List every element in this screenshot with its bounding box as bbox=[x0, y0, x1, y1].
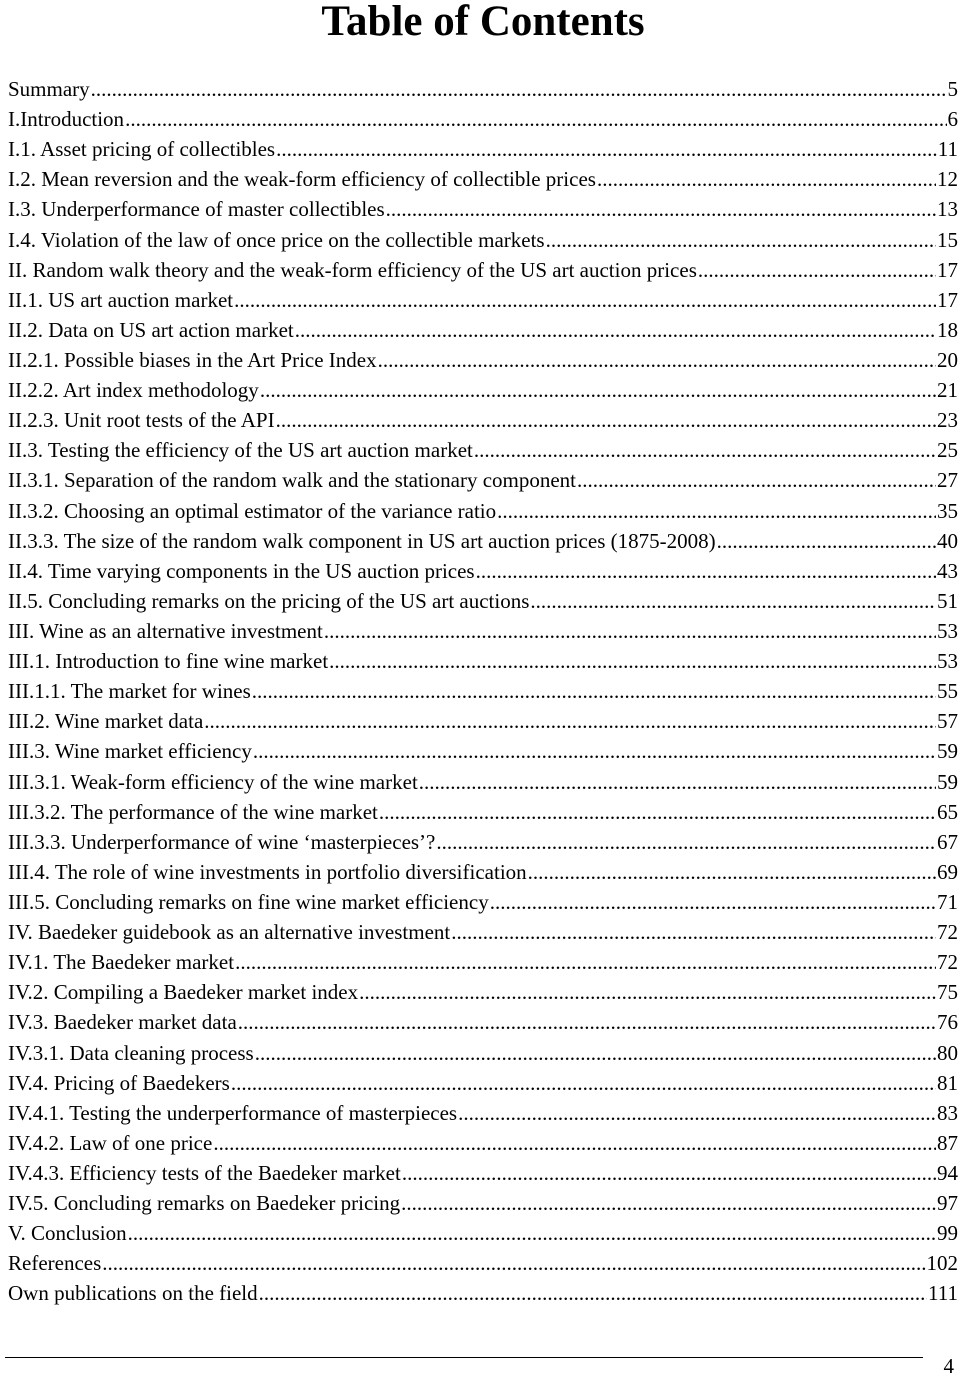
toc-entry-title: IV. Baedeker guidebook as an alternative investment bbox=[8, 920, 451, 945]
toc-entry[interactable] bbox=[8, 345, 958, 375]
toc-entry[interactable] bbox=[8, 1188, 958, 1218]
toc-entry-title: I.2. Mean reversion and the weak-form efficiency of collectible prices bbox=[8, 167, 596, 192]
toc-entry[interactable] bbox=[8, 556, 958, 586]
toc-dot-leader bbox=[577, 465, 936, 495]
toc-dot-leader bbox=[378, 345, 936, 375]
toc-entry-page-number: 23 bbox=[937, 408, 958, 433]
toc-dot-leader bbox=[402, 1158, 936, 1188]
toc-entry[interactable] bbox=[8, 315, 958, 345]
toc-entry-title: II.2.3. Unit root tests of the API bbox=[8, 408, 275, 433]
toc-entry-page-number: 12 bbox=[937, 167, 958, 192]
toc-entry[interactable] bbox=[8, 1218, 958, 1248]
toc-dot-leader bbox=[698, 255, 936, 285]
toc-entry-page-number: 43 bbox=[937, 558, 958, 583]
toc-dot-leader bbox=[260, 375, 936, 405]
toc-entry-title: Own publications on the field bbox=[8, 1281, 258, 1306]
toc-dot-leader bbox=[474, 435, 936, 465]
toc-dot-leader bbox=[253, 736, 936, 766]
toc-dot-leader bbox=[497, 496, 936, 526]
page-number: 4 bbox=[943, 1354, 954, 1378]
toc-entry[interactable] bbox=[8, 736, 958, 766]
toc-dot-leader bbox=[476, 556, 936, 586]
toc-dot-leader bbox=[451, 917, 936, 947]
toc-entry-page-number: 94 bbox=[937, 1160, 958, 1185]
toc-entry-title: III.3.3. Underperformance of wine ‘masterpieces’? bbox=[8, 829, 436, 854]
toc-entry-page-number: 6 bbox=[947, 107, 958, 132]
toc-entry-page-number: 18 bbox=[937, 317, 958, 342]
toc-entry[interactable] bbox=[8, 767, 958, 797]
toc-entry[interactable] bbox=[8, 1098, 958, 1128]
toc-entry-page-number: 53 bbox=[937, 649, 958, 674]
toc-entry[interactable] bbox=[8, 74, 958, 104]
toc-entry-title: III.2. Wine market data bbox=[8, 709, 204, 734]
toc-entry-title: III.1. Introduction to fine wine market bbox=[8, 649, 329, 674]
toc-dot-leader bbox=[419, 767, 936, 797]
toc-dot-leader bbox=[213, 1128, 936, 1158]
toc-entry-page-number: 102 bbox=[926, 1251, 958, 1276]
toc-entry[interactable] bbox=[8, 977, 958, 1007]
toc-entry-page-number: 76 bbox=[937, 1010, 958, 1035]
toc-entry-page-number: 55 bbox=[937, 679, 958, 704]
toc-entry-title: IV.3.1. Data cleaning process bbox=[8, 1040, 254, 1065]
toc-entry[interactable] bbox=[8, 797, 958, 827]
toc-entry-page-number: 65 bbox=[937, 799, 958, 824]
toc-entry[interactable] bbox=[8, 616, 958, 646]
toc-entry-title: II.2. Data on US art action market bbox=[8, 317, 294, 342]
toc-entry[interactable] bbox=[8, 1248, 958, 1278]
toc-entry[interactable] bbox=[8, 947, 958, 977]
toc-entry[interactable] bbox=[8, 194, 958, 224]
toc-entry-title: IV.5. Concluding remarks on Baedeker pricing bbox=[8, 1191, 401, 1216]
toc-dot-leader bbox=[276, 134, 937, 164]
toc-entry-page-number: 40 bbox=[937, 528, 958, 553]
toc-entry-page-number: 51 bbox=[937, 588, 958, 613]
toc-dot-leader bbox=[490, 887, 936, 917]
toc-entry-title: II.3.3. The size of the random walk component in US art auction prices (1875-2008) bbox=[8, 528, 716, 553]
toc-entry-title: II.2.2. Art index methodology bbox=[8, 378, 259, 403]
toc-entry-page-number: 17 bbox=[937, 287, 958, 312]
toc-entry-page-number: 59 bbox=[937, 739, 958, 764]
toc-entry-page-number: 80 bbox=[937, 1040, 958, 1065]
toc-entry[interactable] bbox=[8, 405, 958, 435]
toc-entry-page-number: 25 bbox=[937, 438, 958, 463]
toc-dot-leader bbox=[379, 797, 936, 827]
toc-entry-title: I.3. Underperformance of master collectibles bbox=[8, 197, 385, 222]
toc-entry-title: IV.1. The Baedeker market bbox=[8, 950, 235, 975]
toc-entry-title: II.5. Concluding remarks on the pricing of the US art auctions bbox=[8, 588, 530, 613]
toc-dot-leader bbox=[436, 827, 936, 857]
toc-entry-page-number: 5 bbox=[947, 77, 958, 101]
toc-entry-page-number: 35 bbox=[937, 498, 958, 523]
toc-entry[interactable] bbox=[8, 1278, 958, 1308]
toc-entry-title: II.3.1. Separation of the random walk and the stationary component bbox=[8, 468, 577, 493]
toc-entry-title: I.4. Violation of the law of once price on the collectible markets bbox=[8, 227, 545, 252]
toc-dot-leader bbox=[295, 315, 936, 345]
toc-entry[interactable] bbox=[8, 586, 958, 616]
toc-entry-page-number: 75 bbox=[937, 980, 958, 1005]
toc-entry-page-number: 11 bbox=[937, 137, 958, 162]
toc-dot-leader bbox=[255, 1038, 936, 1068]
toc-entry[interactable] bbox=[8, 1007, 958, 1037]
toc-dot-leader bbox=[546, 225, 936, 255]
toc-entry-page-number: 27 bbox=[937, 468, 958, 493]
toc-entry-page-number: 13 bbox=[937, 197, 958, 222]
toc-dot-leader bbox=[401, 1188, 936, 1218]
toc-entry-page-number: 20 bbox=[937, 347, 958, 372]
toc-dot-leader bbox=[234, 285, 936, 315]
toc-dot-leader bbox=[231, 1068, 936, 1098]
toc-dot-leader bbox=[128, 1218, 936, 1248]
toc-entry-title: II. Random walk theory and the weak-form efficiency of the US art auction prices bbox=[8, 257, 697, 282]
toc-entry[interactable] bbox=[8, 857, 958, 887]
toc-dot-leader bbox=[102, 1248, 925, 1278]
toc-entry[interactable] bbox=[8, 1128, 958, 1158]
toc-entry-title: IV.4.1. Testing the underperformance of masterpieces bbox=[8, 1100, 458, 1125]
toc-dot-leader bbox=[528, 857, 936, 887]
toc-entry-page-number: 99 bbox=[937, 1221, 958, 1246]
toc-entry-title: III.5. Concluding remarks on fine wine market efficiency bbox=[8, 889, 489, 914]
toc-entry[interactable] bbox=[8, 706, 958, 736]
toc-entry-title: II.3.2. Choosing an optimal estimator of the variance ratio bbox=[8, 498, 497, 523]
toc-entry[interactable] bbox=[8, 255, 958, 285]
toc-dot-leader bbox=[717, 526, 936, 556]
toc-dot-leader bbox=[91, 74, 947, 104]
toc-entry[interactable] bbox=[8, 285, 958, 315]
toc-entry-title: II.3. Testing the efficiency of the US art auction market bbox=[8, 438, 473, 463]
toc-entry-title: IV.4.3. Efficiency tests of the Baedeker market bbox=[8, 1160, 401, 1185]
toc-dot-leader bbox=[259, 1278, 927, 1308]
toc-entry-page-number: 83 bbox=[937, 1100, 958, 1125]
toc-entry[interactable] bbox=[8, 496, 958, 526]
toc-entry[interactable] bbox=[8, 526, 958, 556]
toc-entry-title: V. Conclusion bbox=[8, 1221, 127, 1246]
toc-dot-leader bbox=[329, 646, 936, 676]
toc-entry-title: References bbox=[8, 1251, 102, 1276]
toc-entry-title: III.4. The role of wine investments in portfolio diversification bbox=[8, 859, 527, 884]
toc-entry-title: III.3.1. Weak-form efficiency of the wine market bbox=[8, 769, 418, 794]
page-title: Table of Contents bbox=[321, 0, 645, 45]
toc-dot-leader bbox=[235, 947, 936, 977]
toc-entry[interactable] bbox=[8, 917, 958, 947]
toc-entry[interactable] bbox=[8, 375, 958, 405]
toc-entry[interactable] bbox=[8, 134, 958, 164]
toc-entry-page-number: 69 bbox=[937, 859, 958, 884]
toc-entry-title: IV.2. Compiling a Baedeker market index bbox=[8, 980, 359, 1005]
toc-entry-page-number: 87 bbox=[937, 1130, 958, 1155]
toc-dot-leader bbox=[530, 586, 936, 616]
toc-entry-title: III. Wine as an alternative investment bbox=[8, 618, 323, 643]
toc-entry-title: IV.3. Baedeker market data bbox=[8, 1010, 237, 1035]
toc-entry-title: IV.4.2. Law of one price bbox=[8, 1130, 213, 1155]
toc-entry-title: II.4. Time varying components in the US auction prices bbox=[8, 558, 475, 583]
toc-dot-leader bbox=[324, 616, 936, 646]
toc-dot-leader bbox=[276, 405, 936, 435]
toc-entry[interactable] bbox=[8, 646, 958, 676]
toc-dot-leader bbox=[125, 104, 946, 134]
toc-entry-page-number: 17 bbox=[937, 257, 958, 282]
toc-dot-leader bbox=[597, 164, 936, 194]
toc-entry-page-number: 72 bbox=[937, 950, 958, 975]
toc-dot-leader bbox=[386, 194, 936, 224]
toc-entry-page-number: 21 bbox=[937, 378, 958, 403]
toc-entry[interactable] bbox=[8, 676, 958, 706]
toc-entry-title: III.3. Wine market efficiency bbox=[8, 739, 252, 764]
toc-entry[interactable] bbox=[8, 827, 958, 857]
toc-entry[interactable] bbox=[8, 104, 958, 134]
toc-entry[interactable] bbox=[8, 164, 958, 194]
toc-entry-title: III.1.1. The market for wines bbox=[8, 679, 251, 704]
toc-entry-page-number: 15 bbox=[937, 227, 958, 252]
toc-entry-page-number: 59 bbox=[937, 769, 958, 794]
toc-entry-page-number: 81 bbox=[937, 1070, 958, 1095]
toc-dot-leader bbox=[359, 977, 936, 1007]
toc-entry-page-number: 97 bbox=[937, 1191, 958, 1216]
footer-divider bbox=[5, 1357, 923, 1358]
toc-entry-title: IV.4. Pricing of Baedekers bbox=[8, 1070, 230, 1095]
toc-dot-leader bbox=[458, 1098, 936, 1128]
table-of-contents bbox=[8, 74, 958, 1308]
toc-entry[interactable] bbox=[8, 1158, 958, 1188]
toc-entry-title: II.2.1. Possible biases in the Art Price Index bbox=[8, 347, 377, 372]
toc-entry-title: I.1. Asset pricing of collectibles bbox=[8, 137, 276, 162]
toc-entry-page-number: 111 bbox=[928, 1281, 958, 1306]
toc-entry-page-number: 67 bbox=[937, 829, 958, 854]
toc-entry[interactable] bbox=[8, 1068, 958, 1098]
toc-entry[interactable] bbox=[8, 465, 958, 495]
toc-entry-page-number: 72 bbox=[937, 920, 958, 945]
toc-entry-title: III.3.2. The performance of the wine market bbox=[8, 799, 378, 824]
toc-entry-page-number: 53 bbox=[937, 618, 958, 643]
toc-entry[interactable] bbox=[8, 435, 958, 465]
toc-entry-page-number: 57 bbox=[937, 709, 958, 734]
toc-entry[interactable] bbox=[8, 887, 958, 917]
toc-dot-leader bbox=[252, 676, 936, 706]
toc-dot-leader bbox=[238, 1007, 936, 1037]
toc-entry-title: II.1. US art auction market bbox=[8, 287, 234, 312]
toc-entry-title: I.Introduction bbox=[8, 107, 125, 132]
toc-entry[interactable] bbox=[8, 1038, 958, 1068]
toc-entry-title: Summary bbox=[8, 77, 90, 101]
toc-dot-leader bbox=[204, 706, 936, 736]
toc-entry[interactable] bbox=[8, 225, 958, 255]
toc-entry-page-number: 71 bbox=[937, 889, 958, 914]
